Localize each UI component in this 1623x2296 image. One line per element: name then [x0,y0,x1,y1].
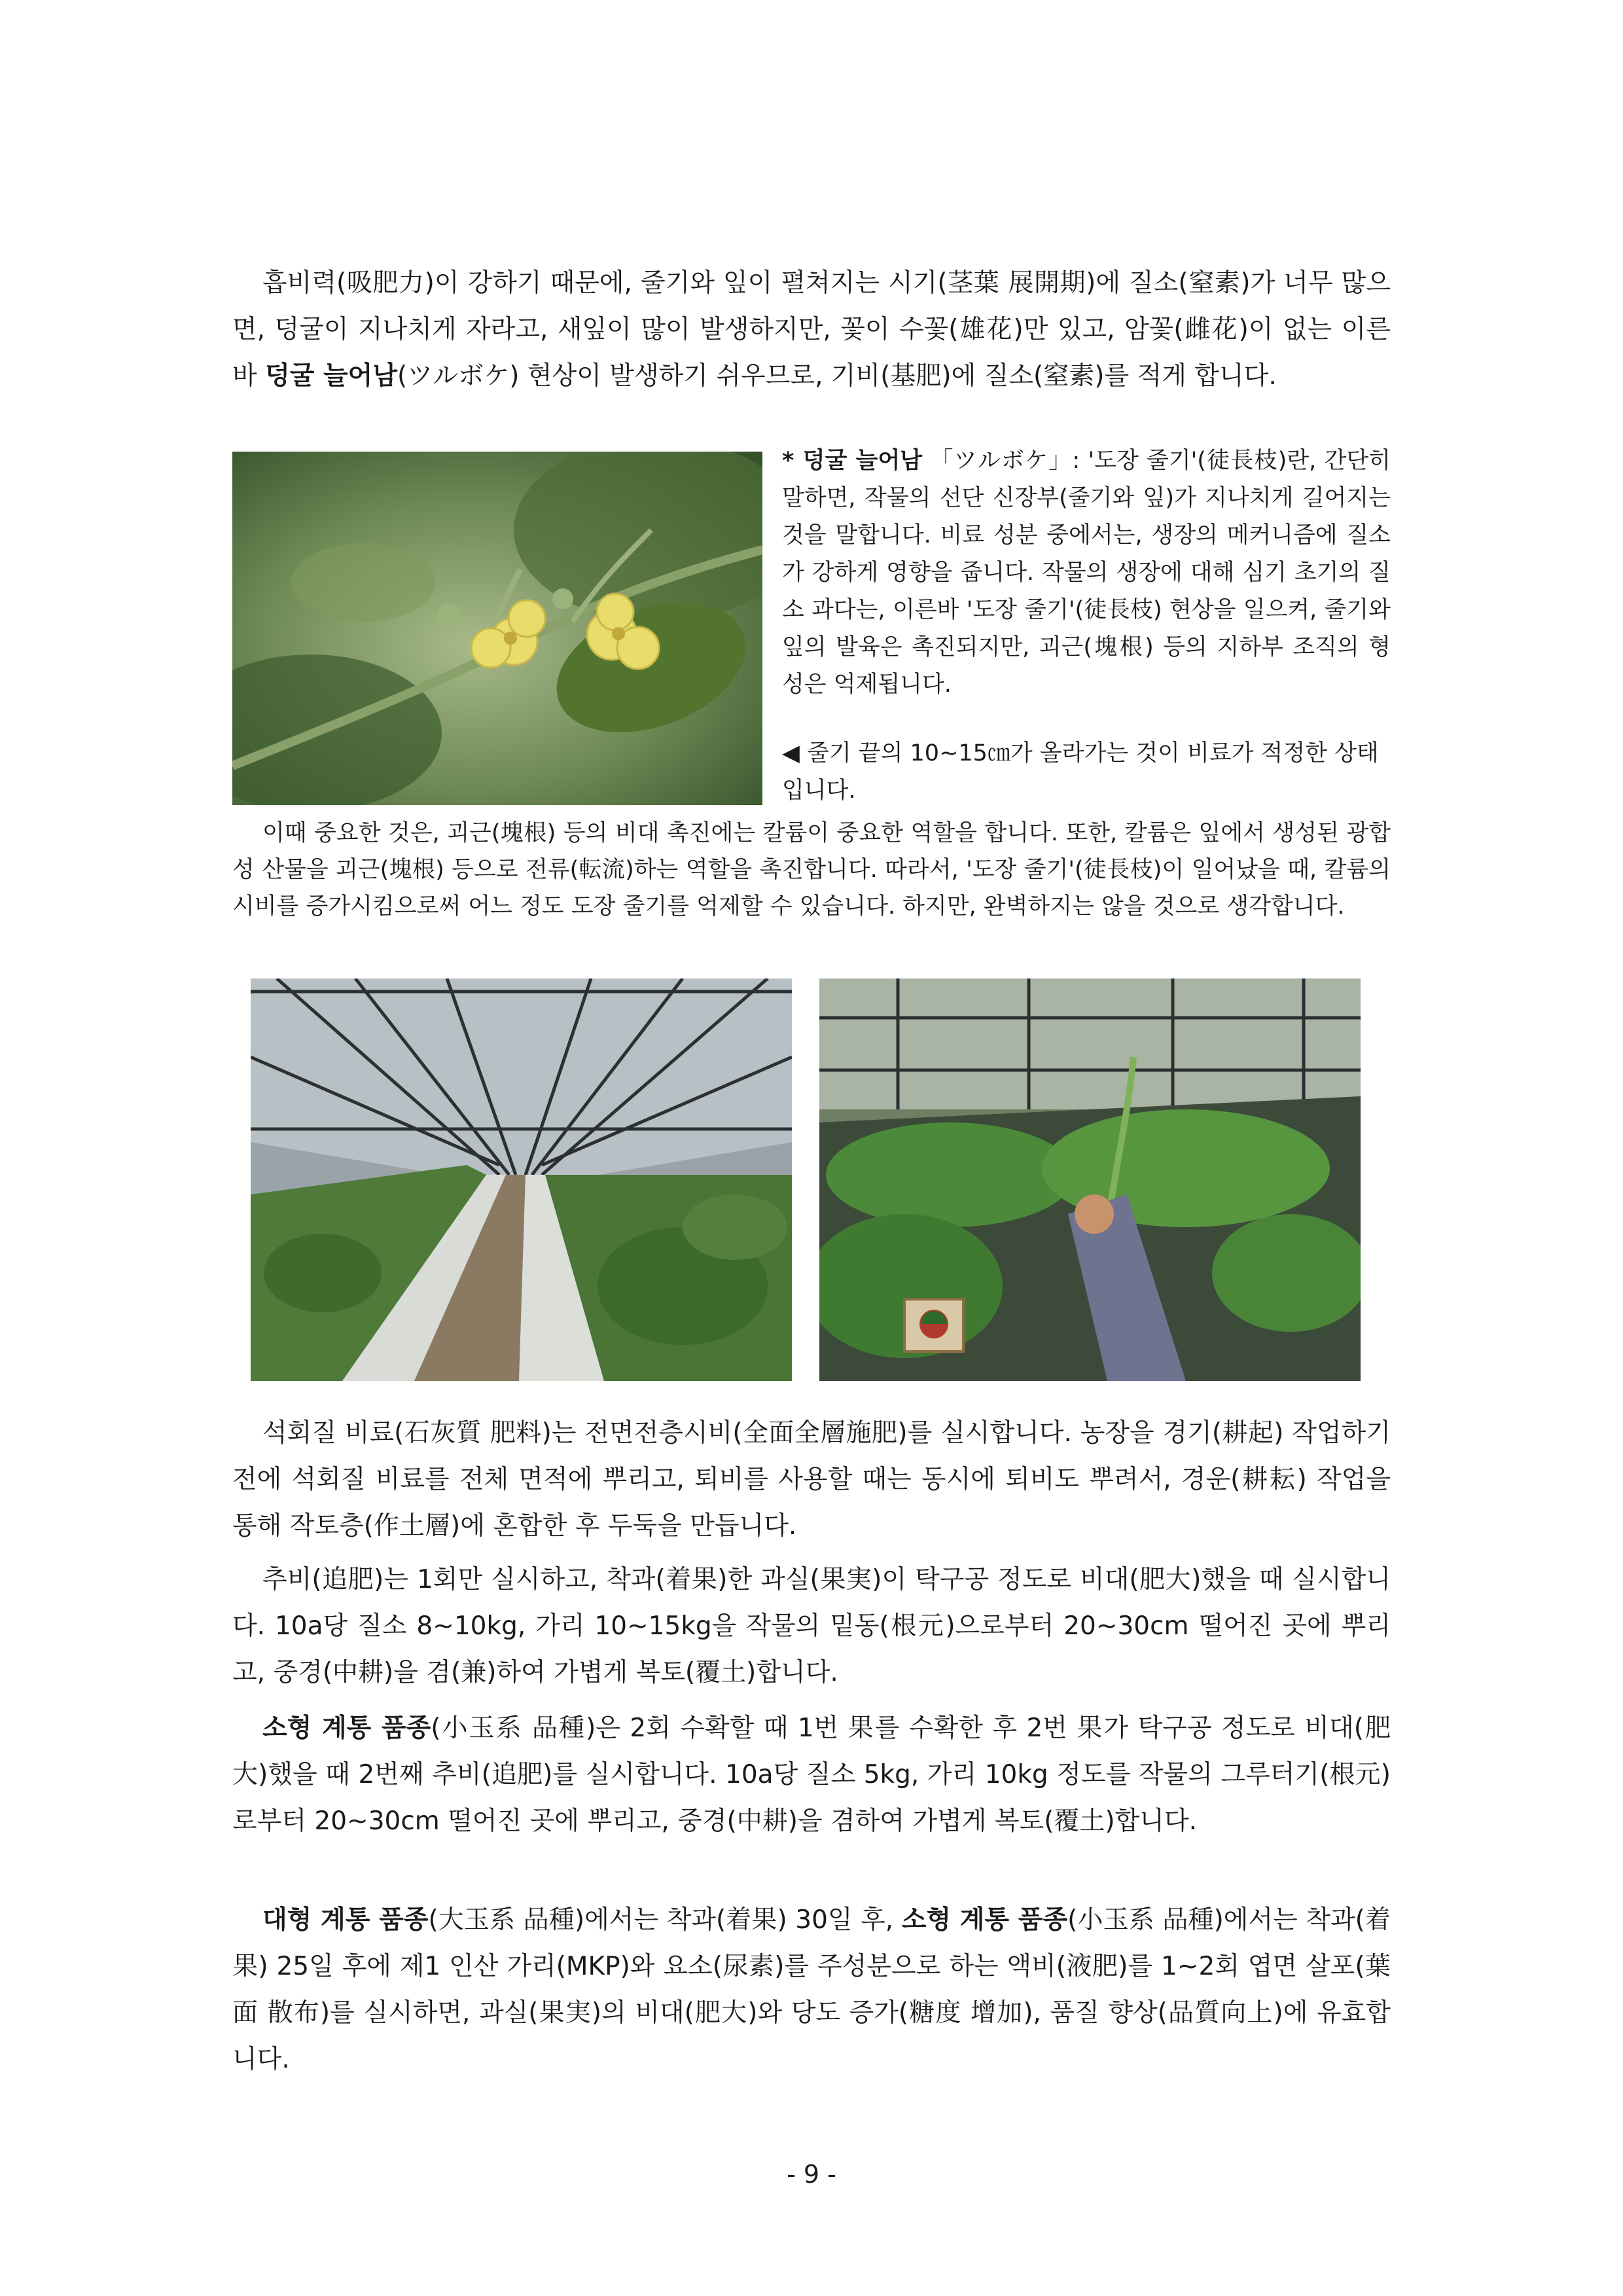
vine-inspection-photo [819,978,1361,1381]
watermelon-flower-photo [232,452,762,805]
term-vine-overgrowth: 덩굴 늘어남 [265,361,398,391]
photo-caption: ◀ 줄기 끝의 10~15㎝가 올라가는 것이 비료가 적정한 상태입니다. [782,740,1379,804]
paragraph-5: 소형 계통 품종(小玉系 品種)은 2회 수확할 때 1번 果를 수확한 후 2번 果가 탁구공 정도로 비대(肥大)했을 때 2번째 추비(追肥)를 실시합니다. 10a당 질소 5kg, 가리 10kg 정도를 작물의 그루터기(根元)로부터 20~30cm 떨어진 곳에 뿌리고, 중경(中耕)을 겸하여 가볍게 복토(覆土)합니다. [232,1713,1391,1836]
term-small-variety: 소형 계통 품종 [262,1713,431,1743]
term-small-variety-2: 소형 계통 품종 [901,1905,1068,1935]
page-number: - 9 - [787,2160,836,2189]
paragraph-4: 추비(追肥)는 1회만 실시하고, 착과(着果)한 과실(果実)이 탁구공 정도로 비대(肥大)했을 때 실시합니다. 10a당 질소 8~10kg, 가리 10~15kg을 작물의 밑동(根元)으로부터 20~30cm 떨어진 곳에 뿌리고, 중경(中耕)을 겸(兼)하여 가볍게 복토(覆土)합니다. [232,1565,1391,1687]
vine-overgrowth-note: * 덩굴 늘어남 「ツルボケ」: '도장 줄기'(徒長枝)란, 간단히 말하면, 작물의 선단 신장부(줄기와 잎)가 지나치게 길어지는 것을 말합니다. 비료 성분 중에서는, 생장의 메커니즘에 질소가 강하게 영향을 줍니다. 작물의 생장에 대해 심기 초기의 질소 과다는, 이른바 '도장 줄기'(徒長枝) 현상을 일으켜, 줄기와 잎의 발육은 촉진되지만, 괴근(塊根) 등의 지하부 조직의 형성은 억제됩니다. [782,448,1391,698]
paragraph-1: 흡비력(吸肥力)이 강하기 때문에, 줄기와 잎이 펼쳐지는 시기(茎葉 展開期)에 질소(窒素)가 너무 많으면, 덩굴이 지나치게 자라고, 새잎이 많이 발생하지만, 꽃이 수꽃(雄花)만 있고, 암꽃(雌花)이 없는 이른바 덩굴 늘어남(ツルボケ) 현상이 발생하기 쉬우므로, 기비(基肥)에 질소(窒素)를 적게 합니다. [232,268,1391,391]
greenhouse-rows-photo [251,978,792,1381]
term-large-variety: 대형 계통 품종 [262,1905,429,1935]
paragraph-3: 석회질 비료(石灰質 肥料)는 전면전층시비(全面全層施肥)를 실시합니다. 농장을 경기(耕起) 작업하기 전에 석회질 비료를 전체 면적에 뿌리고, 퇴비를 사용할 때는 동시에 퇴비도 뿌려서, 경운(耕耘) 작업을 통해 작토층(作土層)에 혼합한 후 두둑을 만듭니다. [232,1418,1391,1541]
paragraph-2: 이때 중요한 것은, 괴근(塊根) 등의 비대 촉진에는 칼륨이 중요한 역할을 합니다. 또한, 칼륨은 잎에서 생성된 광합성 산물을 괴근(塊根) 등으로 전류(転流)하는 역할을 촉진합니다. 따라서, '도장 줄기'(徒長枝)이 일어났을 때, 칼륨의 시비를 증가시킴으로써 어느 정도 도장 줄기를 억제할 수 있습니다. 하지만, 완벽하지는 않을 것으로 생각합니다. [232,820,1391,920]
paragraph-6: 대형 계통 품종(大玉系 品種)에서는 착과(着果) 30일 후, 소형 계통 품종(小玉系 品種)에서는 착과(着果) 25일 후에 제1 인산 가리(MKP)와 요소(尿素)를 주성분으로 하는 액비(液肥)를 1~2회 엽면 살포(葉面 散布)를 실시하면, 과실(果実)의 비대(肥大)와 당도 증가(糖度 增加), 품질 향상(品質向上)에 유효합니다. [232,1905,1391,2074]
